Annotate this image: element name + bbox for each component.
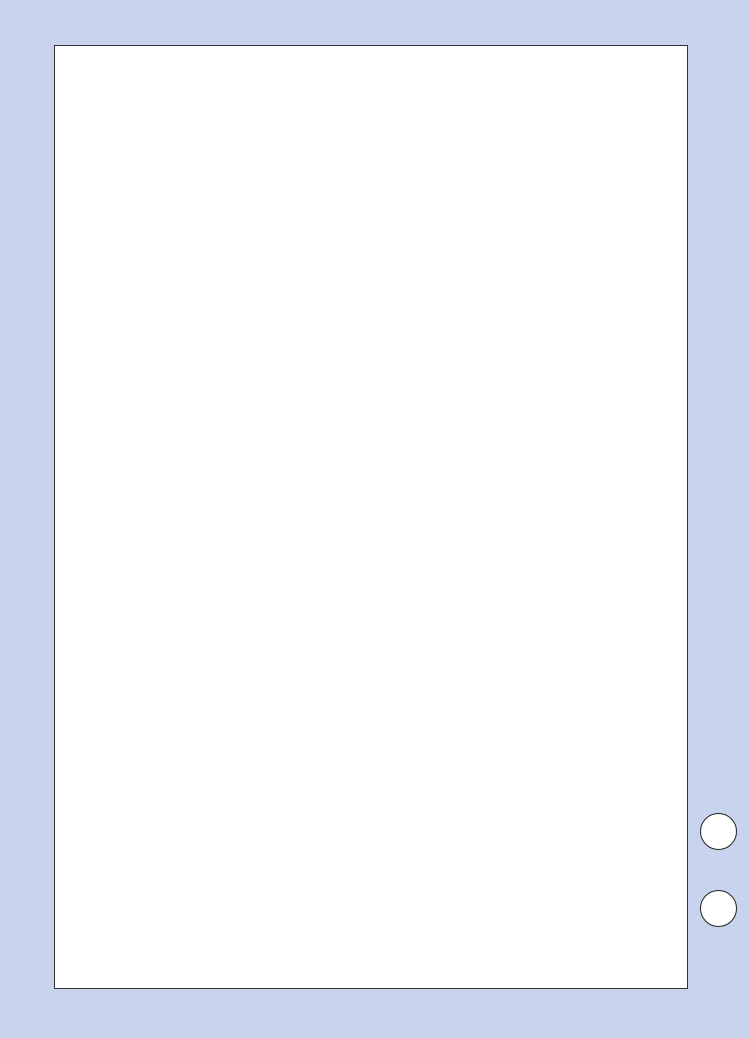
mark-box-1[interactable]: [700, 813, 737, 850]
question-paper: [54, 45, 688, 989]
mark-box-2[interactable]: [700, 890, 737, 927]
